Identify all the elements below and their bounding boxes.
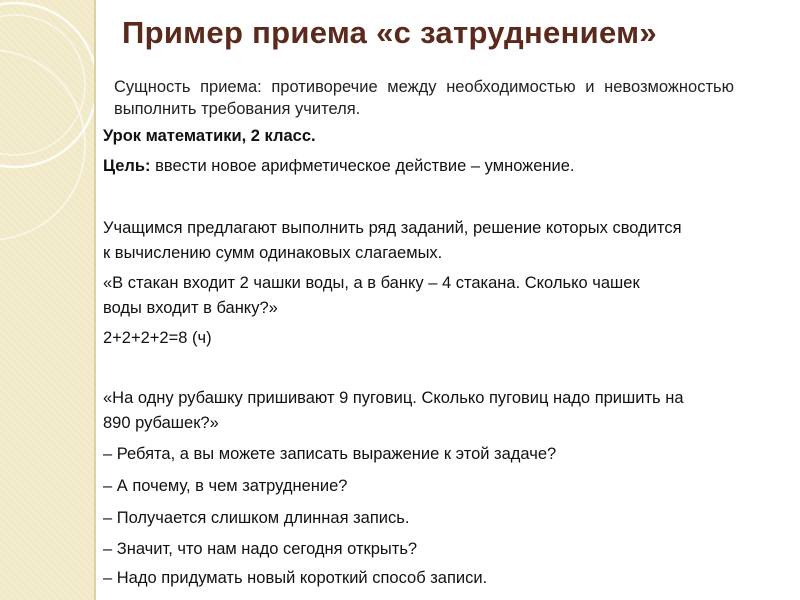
decorative-side-band xyxy=(0,0,94,600)
task2-line-1: «На одну рубашку пришивают 9 пуговиц. Сколько пуговиц надо пришить на xyxy=(103,389,684,407)
goal-line xyxy=(103,155,575,177)
decorative-divider xyxy=(94,0,96,600)
solution-expression: 2+2+2+2=8 (ч) xyxy=(103,329,212,347)
dialog-line: – Ребята, а вы можете записать выражение к этой задаче? xyxy=(103,445,557,463)
intro-line-1: Учащимся предлагают выполнить ряд заданий, решение которых сводится xyxy=(103,219,682,237)
dialog-line: – Надо придумать новый короткий способ записи. xyxy=(103,569,488,587)
slide-title: Пример приема «с затруднением» xyxy=(122,15,657,50)
dialog-line: – Значит, что нам надо сегодня открыть? xyxy=(103,540,418,558)
essence-text: Сущность приема: противоречие между необходимостью и невозможностью выполнить требования учителя. xyxy=(114,78,734,118)
lesson-heading: Урок математики, 2 класс. xyxy=(103,127,316,145)
dialog-line: – Получается слишком длинная запись. xyxy=(103,509,410,527)
dialog-line: – А почему, в чем затруднение? xyxy=(103,477,348,495)
task1-line-1: «В стакан входит 2 чашки воды, а в банку – 4 стакана. Сколько чашек xyxy=(103,274,640,292)
goal-text: ввести новое арифметическое действие – умножение. xyxy=(150,157,575,175)
task1-line-2: воды входит в банку?» xyxy=(103,299,278,317)
goal-label: Цель: xyxy=(103,157,151,175)
intro-line-2: к вычислению сумм одинаковых слагаемых. xyxy=(103,244,443,262)
decorative-rings xyxy=(0,0,94,600)
task2-line-2: 890 рубашек?» xyxy=(103,414,219,432)
